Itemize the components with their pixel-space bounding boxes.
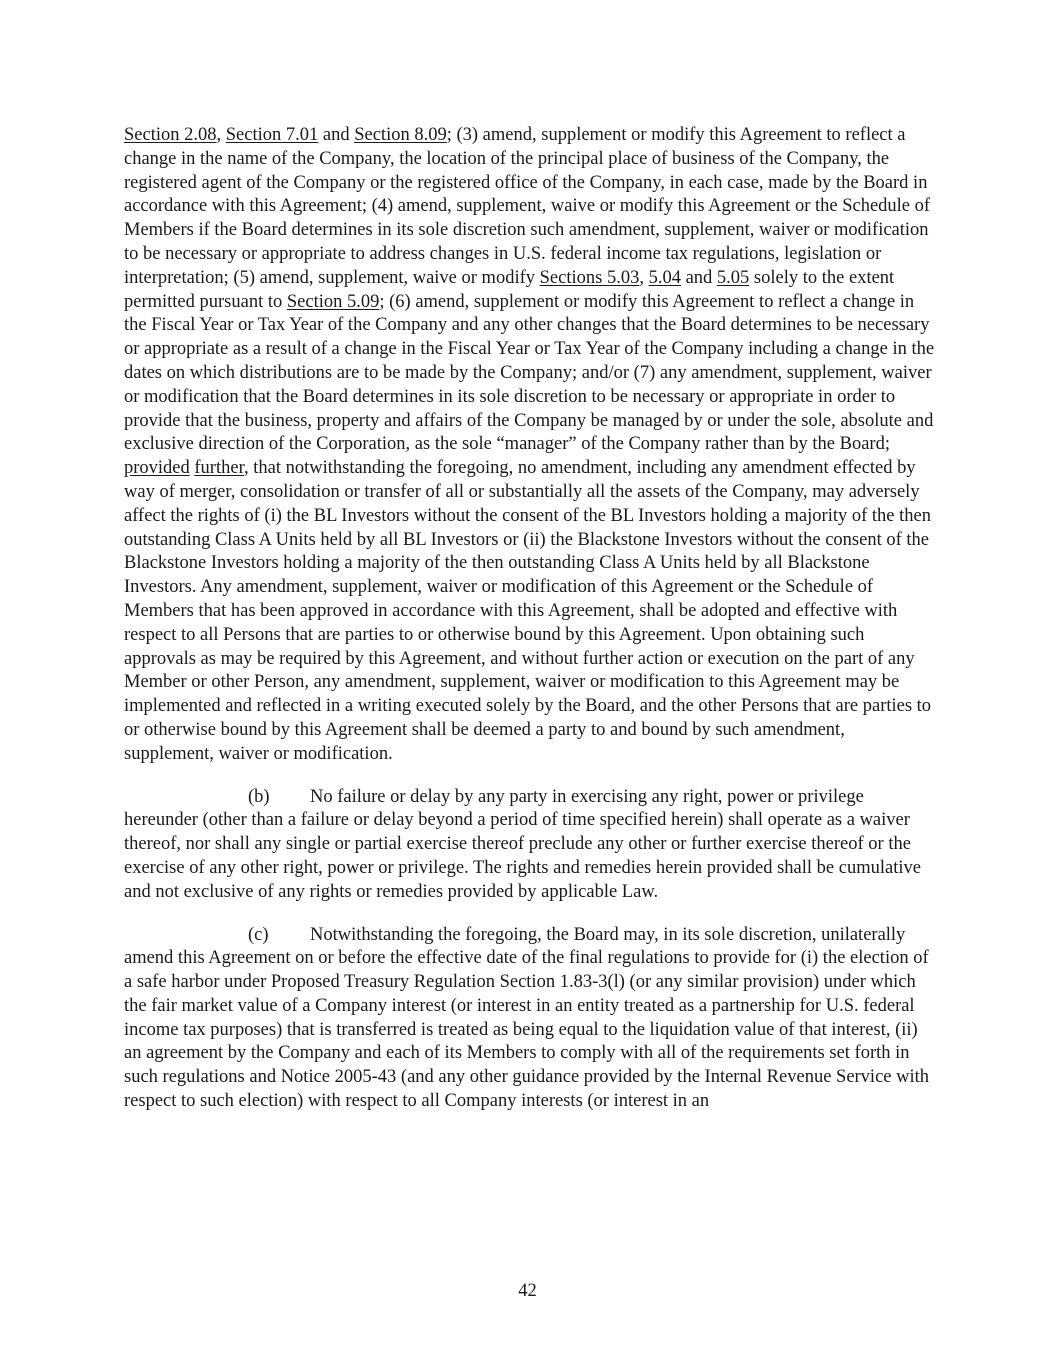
emphasis-underline: provided bbox=[124, 458, 190, 479]
text-run: and bbox=[680, 267, 717, 288]
page-number: 42 bbox=[518, 1281, 537, 1301]
text-run: ; (6) amend, supplement or modify this Agreement to reflect a change in the Fiscal Year or Tax Year of the Company and any other changes that the Board determines to be necessary or appropriate as a result of a change in the Fiscal Year or Tax Year of the Company including a change in the dates on which distributions are to be made by the Company; and/or (7) any amendment, supplement, waiver or modification that the Board determines in its sole discretion to be necessary or appropriate in order to provide that the business, property and affairs of the Company be managed by or under the sole, absolute and exclusive direction of the Corporation, as the sole “manager” of the Company rather than by the Board; bbox=[124, 291, 935, 455]
document-body bbox=[124, 124, 936, 1133]
cross-reference: Section 2.08 bbox=[124, 125, 217, 145]
cross-reference: Sections 5.03 bbox=[539, 267, 640, 288]
text-run: , bbox=[639, 267, 649, 288]
subsection-label: (c) bbox=[248, 924, 269, 945]
paragraph-continuation bbox=[124, 124, 936, 767]
subsection-label: (b) bbox=[248, 786, 270, 807]
cross-reference: 5.05 bbox=[716, 267, 750, 288]
cross-reference: 5.04 bbox=[648, 267, 681, 288]
subsection-text: Notwithstanding the foregoing, the Board may, in its sole discretion, unilaterally amend this Agreement on or before the effective date of the final regulations to provide for (i) the election of a safe harbor under Proposed Treasury Regulation Section 1.83-3(l) (or any similar provision) under which the fair market value of a Company interest (or interest in an entity treated as a partnership for U.S. federal income tax purposes) that is transferred is treated as being equal to the liquidation value of that interest, (ii) an agreement by the Company and each of its Members to comply with all of the requirements set forth in such regulations and Notice 2005-43 (and any other guidance provided by the Internal Revenue Service with respect to such election) with respect to all Company interests (or interest in an bbox=[124, 924, 930, 1112]
text-run: and bbox=[318, 125, 355, 145]
cross-reference: Section 5.09 bbox=[286, 291, 380, 312]
subsection-text: No failure or delay by any party in exercising any right, power or privilege hereunder (other than a failure or delay beyond a period of time specified herein) shall operate as a waiver thereof, nor shall any single or partial exercise thereof preclude any other or further exercise thereof or the exercise of any other right, power or privilege. The rights and remedies herein provided shall be cumulative and not exclusive of any rights or remedies provided by applicable Law. bbox=[124, 786, 921, 902]
subsection-b bbox=[124, 786, 936, 905]
text-run: , bbox=[216, 125, 226, 145]
cross-reference: Section 8.09 bbox=[354, 125, 447, 145]
text-run: ; (3) amend, supplement or modify this Agreement to reflect a change in the name of the Company, the location of the principal place of business of the Company, the registered agent of the Company or the registered office of the Company, in each case, made by the Board in accordance with this Agreement; (4) amend, supplement, waive or modify this Agreement or the Schedule of Members if the Board determines in its sole discretion such amendment, supplement, waiver or modification to be necessary or appropriate to address changes in U.S. federal income tax regulations, legislation or interpretation; (5) amend, supplement, waive or modify bbox=[124, 125, 931, 288]
emphasis-underline: further bbox=[194, 458, 244, 479]
cross-reference: Section 7.01 bbox=[225, 125, 319, 145]
text-run: , that notwithstanding the foregoing, no amendment, including any amendment effected by way of merger, consolidation or transfer of all or substantially all the assets of the Company, may adversely affect the rights of (i) the BL Investors without the consent of the BL Investors holding a majority of the then outstanding Class A Units held by all BL Investors or (ii) the Blackstone Investors without the consent of the Blackstone Investors holding a majority of the then outstanding Class A Units held by all Blackstone Investors. Any amendment, supplement, waiver or modification of this Agreement or the Schedule of Members that has been approved in accordance with this Agreement, shall be adopted and effective with respect to all Persons that are parties to or otherwise bound by this Agreement. Upon obtaining such approvals as may be required by this Agreement, and without further action or execution on the part of any Member or other Person, any amendment, supplement, waiver or modification to this Agreement may be implemented and reflected in a writing executed solely by the Board, and the other Persons that are parties to or otherwise bound by this Agreement shall be deemed a party to and bound by such amendment, supplement, waiver or modification. bbox=[124, 458, 932, 764]
subsection-c bbox=[124, 924, 936, 1114]
text-run: solely to the extent permitted pursuant to bbox=[124, 267, 895, 312]
